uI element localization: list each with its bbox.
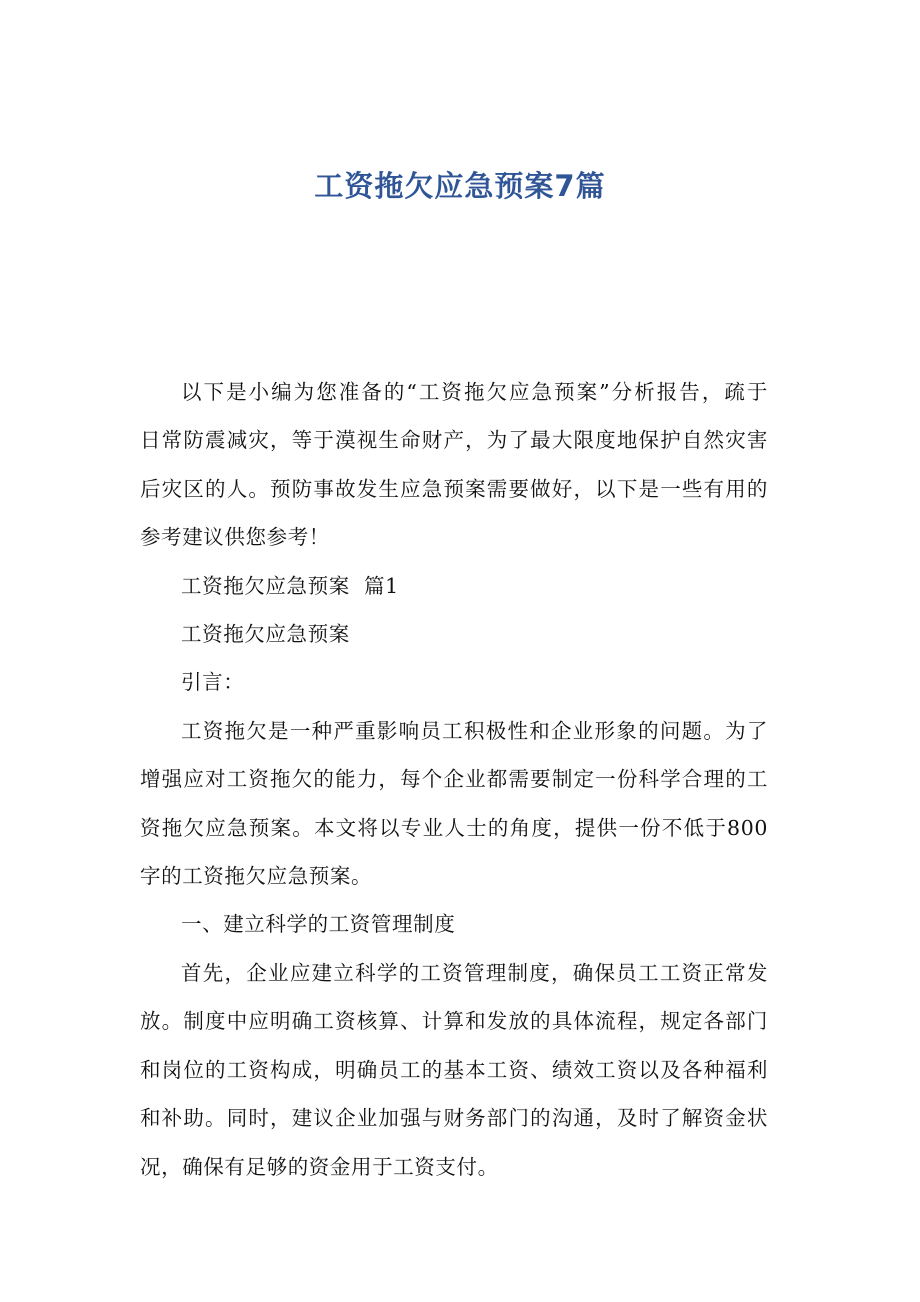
document-title: 工资拖欠应急预案7篇: [314, 169, 606, 203]
document-body: [140, 368, 768, 1191]
text-line: 和补助。同时，建议企业加强与财务部门的沟通，及时了解资金状: [140, 1106, 768, 1131]
intro-paragraph: [140, 368, 768, 562]
text-line: 以下是小编为您准备的“工资拖欠应急预案”分析报告，疏于: [181, 380, 768, 404]
subtitle-paragraph: [140, 610, 768, 658]
text-line: 字的工资拖欠应急预案。: [140, 864, 373, 889]
point-1-heading: [140, 900, 768, 948]
text-line: 资拖欠应急预案。本文将以专业人士的角度，提供一份不低于800: [140, 815, 768, 840]
text-line: 况，确保有足够的资金用于工资支付。: [140, 1154, 499, 1179]
text-line: 工资拖欠是一种严重影响员工积极性和企业形象的问题。为了: [181, 718, 768, 743]
text-line: 工资拖欠应急预案: [181, 622, 350, 647]
text-line: 日常防震减灾，等于漠视生命财产，为了最大限度地保护自然灾害: [140, 428, 768, 453]
text-line: 增强应对工资拖欠的能力，每个企业都需要制定一份科学合理的工: [140, 767, 768, 792]
text-line: 引言：: [181, 670, 245, 695]
text-line: 参考建议供您参考！: [140, 525, 330, 550]
text-line: 后灾区的人。预防事故发生应急预案需要做好，以下是一些有用的: [140, 476, 768, 501]
text-line: 和岗位的工资构成，明确员工的基本工资、绩效工资以及各种福利: [140, 1057, 768, 1082]
text-line: 一、建立科学的工资管理制度: [181, 912, 456, 937]
text-line: 首先，企业应建立科学的工资管理制度，确保员工工资正常发: [181, 960, 768, 985]
point-1-paragraph: [140, 949, 768, 1191]
preface-label: [140, 658, 768, 706]
preface-paragraph: [140, 707, 768, 901]
section-heading: [140, 562, 768, 610]
text-line: 放。制度中应明确工资核算、计算和发放的具体流程，规定各部门: [140, 1009, 768, 1034]
text-line: 工资拖欠应急预案 篇1: [181, 573, 399, 598]
